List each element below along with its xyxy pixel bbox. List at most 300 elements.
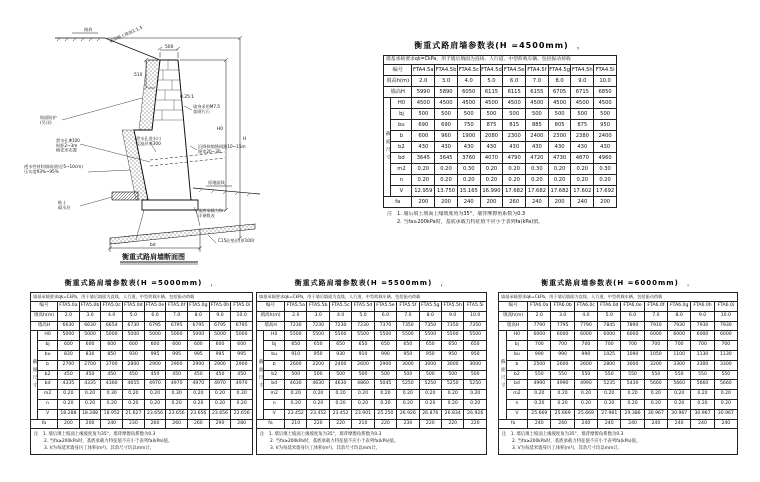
table-cell: 5500 bbox=[374, 331, 396, 341]
table-cell: 5890 bbox=[435, 87, 458, 98]
notes-block bbox=[383, 211, 617, 226]
table-cell: 830 bbox=[79, 350, 101, 360]
row-label-fa: fa bbox=[257, 419, 285, 429]
table-cell: 2.0 bbox=[528, 311, 551, 321]
row-label-bj: bj bbox=[506, 341, 528, 351]
row-label-fill-height: 填高h(m) bbox=[31, 311, 58, 321]
table-cell: 30.967 bbox=[668, 409, 691, 419]
row-label-bu: bu bbox=[506, 350, 528, 360]
table-cell: 5000 bbox=[144, 331, 166, 341]
table-cell: 600 bbox=[144, 341, 166, 351]
table-cell: 4.0 bbox=[329, 311, 351, 321]
drawing-label: C15砼垫层(厚100) bbox=[218, 238, 255, 243]
table-cell: 0.20 bbox=[464, 390, 487, 400]
table-cell: 550 bbox=[574, 370, 597, 380]
title-mark: ， bbox=[686, 279, 695, 287]
table-cell: 0.20 bbox=[123, 390, 145, 400]
table-cell: 220 bbox=[419, 419, 441, 429]
table-cell: 0.20 bbox=[285, 399, 307, 409]
table-cell: 6000 bbox=[621, 331, 644, 341]
column-code: FTA4.5e bbox=[503, 65, 526, 76]
table-cell: 950 bbox=[307, 350, 329, 360]
table-cell: 0.20 bbox=[503, 164, 526, 175]
spec-header: 墙基承载要求qk=CkPa，用于墙后填面为直线、人行道、中型荷载车辆、包括振动荷载 bbox=[31, 293, 253, 302]
table-cell: 8.0 bbox=[668, 311, 691, 321]
table-cell: 5.0 bbox=[480, 76, 503, 87]
row-label-fill-height: 填高h(m) bbox=[499, 311, 528, 321]
table-cell: 0.20 bbox=[307, 390, 329, 400]
table-cell: 23.656 bbox=[166, 409, 188, 419]
table-cell: 0.20 bbox=[551, 399, 574, 409]
table-cell: 0.20 bbox=[598, 399, 621, 409]
table-cell: 2300 bbox=[548, 131, 571, 142]
table-cell: 210 bbox=[285, 419, 307, 429]
table-cell: 26.876 bbox=[419, 409, 441, 419]
table-cell: 500 bbox=[526, 109, 549, 120]
table-cell: 3645 bbox=[435, 153, 458, 164]
table-cell: 0.20 bbox=[209, 399, 231, 409]
table-cell: 700 bbox=[691, 341, 714, 351]
table-cell: 600 bbox=[188, 341, 210, 351]
table-cell: 3300 bbox=[714, 360, 737, 370]
row-label-m2: m2 bbox=[391, 164, 412, 175]
drawing-label: 原地面线 bbox=[208, 180, 225, 185]
drawing-label: 基底承载力fa 详参数表 bbox=[198, 208, 223, 218]
table-cell: 6.0 bbox=[144, 311, 166, 321]
table-cell: 6115 bbox=[503, 87, 526, 98]
table-cell: 0.20 bbox=[435, 175, 458, 186]
table-cell: 450 bbox=[144, 370, 166, 380]
table-note: 注 1. 墙后填土坡面上缘坡度角为35°，墙背摩擦角系数为0.3 bbox=[260, 432, 382, 438]
table-cell: 5000 bbox=[58, 331, 80, 341]
table-cell: 650 bbox=[329, 341, 351, 351]
caption-underline bbox=[120, 262, 198, 264]
table-cell: 5500 bbox=[419, 331, 441, 341]
table-cell: 6000 bbox=[644, 331, 667, 341]
row-label-wall-height: 墙高H bbox=[499, 321, 528, 331]
table-cell: 8.0 bbox=[548, 76, 571, 87]
row-label-bj: bj bbox=[38, 341, 58, 351]
table-cell: 0.20 bbox=[435, 164, 458, 175]
table-cell: 0.20 bbox=[374, 390, 396, 400]
table-cell: 7230 bbox=[307, 321, 329, 331]
table-cell: 6000 bbox=[691, 331, 714, 341]
table-cell: 500 bbox=[352, 370, 374, 380]
table-cell: 8.0 bbox=[188, 311, 210, 321]
table-cell: 0.30 bbox=[526, 164, 549, 175]
table-cell: 5000 bbox=[209, 331, 231, 341]
table-cell: 2.0 bbox=[58, 311, 80, 321]
table-cell: 990 bbox=[528, 350, 551, 360]
clay-seal-layer bbox=[112, 192, 138, 200]
table-cell: 4500 bbox=[480, 98, 503, 109]
table-cell: 6850 bbox=[594, 87, 617, 98]
table-cell: 4860 bbox=[352, 380, 374, 390]
table-cell: 17.602 bbox=[571, 186, 594, 197]
table-cell: 550 bbox=[691, 370, 714, 380]
table-cell: 7790 bbox=[574, 321, 597, 331]
table-cell: 3760 bbox=[457, 153, 480, 164]
table-cell: 5500 bbox=[442, 331, 464, 341]
table-cell: 23.656 bbox=[188, 409, 210, 419]
table-cell: 0.20 bbox=[58, 390, 80, 400]
row-label-b2: b2 bbox=[264, 370, 285, 380]
row-label-fill-height: 填高h(m) bbox=[257, 311, 285, 321]
table-cell: 10.0 bbox=[464, 311, 487, 321]
table-note: 注 1. 墙后填土坡面上缘坡度角为35°，墙背摩擦角系数为0.3 bbox=[502, 432, 624, 438]
table-cell: 6000 bbox=[598, 331, 621, 341]
table-cell: 0.20 bbox=[668, 399, 691, 409]
table-note: 注 1. 墙后填土坡面上缘坡度角为35°，墙背摩擦角系数为0.3 bbox=[387, 211, 526, 217]
table-cell: 5500 bbox=[464, 331, 487, 341]
table-cell: 7230 bbox=[285, 321, 307, 331]
table-title: 衡重式路肩墙参数表(H =4500mm) ， bbox=[414, 41, 586, 50]
table-cell: 230 bbox=[123, 419, 145, 429]
drawing-label: 沉降伸缩缝间距10~15m 缝宽20~30 bbox=[198, 144, 246, 154]
parameter-table bbox=[383, 55, 617, 208]
table-cell: 9.0 bbox=[442, 311, 464, 321]
table-note: 2. 当fa≥200kPa时，基底承载力特征值不应小于表列fa(kPa)值。 bbox=[512, 439, 641, 445]
table-title: 衡重式路肩墙参数表(H =5500mm) ， bbox=[294, 279, 449, 287]
table-cell: 2400 bbox=[594, 131, 617, 142]
table-cell: 23.452 bbox=[285, 409, 307, 419]
table-cell: 17.682 bbox=[548, 186, 571, 197]
column-code: FTA6.0a bbox=[528, 302, 551, 312]
table-note: 3. V为每延米墙身圬工体积(m³)，其余尺寸均以mm计。 bbox=[512, 446, 623, 452]
table-cell: 650 bbox=[442, 341, 464, 351]
dimension-text: 0.25:1 bbox=[180, 95, 195, 100]
table-cell: 23.452 bbox=[307, 409, 329, 419]
table-cell: 240 bbox=[598, 419, 621, 429]
table-cell: 600 bbox=[231, 341, 253, 351]
table-cell: 9.0 bbox=[209, 311, 231, 321]
table-note: 3. V为每延米墙身圬工体积(m³)，其余尺寸均以mm计。 bbox=[44, 446, 155, 452]
table-cell: 18.952 bbox=[101, 409, 123, 419]
table-cell: 500 bbox=[457, 109, 480, 120]
table-cell: 25.669 bbox=[551, 409, 574, 419]
table-cell: 650 bbox=[397, 341, 419, 351]
table-cell: 6050 bbox=[457, 87, 480, 98]
row-label-n: n bbox=[38, 399, 58, 409]
table-cell: 0.20 bbox=[464, 399, 487, 409]
table-cell: 0.20 bbox=[329, 399, 351, 409]
table-cell: 1900 bbox=[457, 131, 480, 142]
table-cell: 2.0 bbox=[412, 76, 435, 87]
table-cell: 2700 bbox=[101, 360, 123, 370]
column-code: FTA4.5i bbox=[594, 65, 617, 76]
table-cell: 12.959 bbox=[412, 186, 435, 197]
table-cell: 3000 bbox=[442, 360, 464, 370]
drawing-label: 泄水孔Φ100 纵距2~3m 梅花形布置 bbox=[56, 138, 80, 153]
table-cell: 6795 bbox=[209, 321, 231, 331]
table-cell: 950 bbox=[594, 120, 617, 131]
table-cell: 0.20 bbox=[188, 390, 210, 400]
table-cell: 18.288 bbox=[58, 409, 80, 419]
table-cell: 2500 bbox=[528, 360, 551, 370]
table-cell: 7350 bbox=[442, 321, 464, 331]
spec-header: 墙基承载要求qk=CkPa，用于墙后填面为直线、人行道、中型荷载车辆、包括振动荷载 bbox=[499, 293, 738, 302]
table-cell: 0.20 bbox=[397, 399, 419, 409]
table-cell: 700 bbox=[621, 341, 644, 351]
table-cell: 9.0 bbox=[691, 311, 714, 321]
column-code: FTA5.0i bbox=[231, 302, 253, 312]
table-cell: 0.20 bbox=[644, 390, 667, 400]
row-label-bu: bu bbox=[38, 350, 58, 360]
table-cell: 3300 bbox=[691, 360, 714, 370]
table-cell: 4630 bbox=[307, 380, 329, 390]
column-code: FTA6.0f bbox=[644, 302, 667, 312]
table-cell: 500 bbox=[419, 370, 441, 380]
table-cell: 0.20 bbox=[79, 399, 101, 409]
table-cell: 15.165 bbox=[457, 186, 480, 197]
table-cell: 0.20 bbox=[714, 399, 737, 409]
table-cell: 2600 bbox=[352, 360, 374, 370]
table-cell: 4790 bbox=[503, 153, 526, 164]
table-cell: 0.20 bbox=[548, 175, 571, 186]
table-cell: 700 bbox=[714, 341, 737, 351]
parameter-table bbox=[30, 292, 253, 455]
row-label-bu: bu bbox=[264, 350, 285, 360]
table-cell: 0.20 bbox=[571, 164, 594, 175]
table-cell: 4360 bbox=[101, 380, 123, 390]
table-note: 2. 当fa≥200kPa时，基底承载力特征值不应小于表列fa(kPa)值。 bbox=[270, 439, 399, 445]
table-cell: 0.20 bbox=[419, 399, 441, 409]
table-cell: 830 bbox=[58, 350, 80, 360]
table-cell: 650 bbox=[419, 341, 441, 351]
table-cell: 290 bbox=[209, 419, 231, 429]
table-cell: 210 bbox=[352, 419, 374, 429]
table-cell: 4.0 bbox=[101, 311, 123, 321]
table-cell: 200 bbox=[58, 419, 80, 429]
table-cell: 6795 bbox=[166, 321, 188, 331]
table-cell: 7845 bbox=[598, 321, 621, 331]
table-cell: 950 bbox=[464, 350, 487, 360]
table-cell: 1100 bbox=[668, 350, 691, 360]
spec-header: 墙基承载要求qk=CkPa，用于墙后填面为直线、人行道、中型荷载车辆、包括振动荷载 bbox=[257, 293, 487, 302]
table-cell: 7890 bbox=[621, 321, 644, 331]
table-cell: 0.20 bbox=[329, 390, 351, 400]
table-cell: 500 bbox=[374, 370, 396, 380]
table-cell: 23.656 bbox=[144, 409, 166, 419]
table-cell: 7.0 bbox=[526, 76, 549, 87]
table-cell: 2600 bbox=[551, 360, 574, 370]
table-cell: 17.682 bbox=[503, 186, 526, 197]
table-cell: 4335 bbox=[58, 380, 80, 390]
column-code: FTA4.5h bbox=[571, 65, 594, 76]
table-cell: 1025 bbox=[598, 350, 621, 360]
notes-cell bbox=[31, 429, 253, 455]
column-code: FTA4.5g bbox=[548, 65, 571, 76]
table-cell: 30.967 bbox=[714, 409, 737, 419]
table-cell: 5660 bbox=[644, 380, 667, 390]
table-cell: 23.452 bbox=[329, 409, 351, 419]
table-cell: 6630 bbox=[58, 321, 80, 331]
table-cell: 5500 bbox=[397, 331, 419, 341]
table-cell: 2800 bbox=[598, 360, 621, 370]
table-cell: 3.0 bbox=[307, 311, 329, 321]
table-cell: 7930 bbox=[668, 321, 691, 331]
wall-section-svg bbox=[10, 2, 370, 278]
table-cell: 0.20 bbox=[457, 175, 480, 186]
row-label-bu: bu bbox=[391, 120, 412, 131]
table-cell: 0.20 bbox=[397, 390, 419, 400]
table-cell: 2400 bbox=[526, 131, 549, 142]
table-cell: 650 bbox=[285, 341, 307, 351]
table-note: 2. 当fa≥200kPa时，基底承载力特征值不应小于表列fa(kPa)值。 bbox=[397, 218, 544, 225]
table-cell: 450 bbox=[123, 370, 145, 380]
table-cell: 6705 bbox=[548, 87, 571, 98]
row-group-section-dims: 截面尺寸 bbox=[257, 331, 264, 419]
table-cell: 6795 bbox=[144, 321, 166, 331]
column-code: FTA4.5a bbox=[412, 65, 435, 76]
row-label-bd: bd bbox=[38, 380, 58, 390]
table-cell: 7930 bbox=[691, 321, 714, 331]
table-note: 2. 当fa≥200kPa时，基底承载力特征值不应小于表列fa(kPa)值。 bbox=[44, 439, 173, 445]
table-cell: 2600 bbox=[285, 360, 307, 370]
table-cell: 0.20 bbox=[58, 399, 80, 409]
table-cell: 25.250 bbox=[374, 409, 396, 419]
table-cell: 650 bbox=[374, 341, 396, 351]
table-cell: 3000 bbox=[464, 360, 487, 370]
table-cell: 240 bbox=[457, 197, 480, 208]
notes-cell bbox=[257, 429, 487, 455]
table-cell: 690 bbox=[435, 120, 458, 131]
column-code: FTA6.0e bbox=[621, 302, 644, 312]
table-cell: 500 bbox=[503, 109, 526, 120]
table-cell: 990 bbox=[374, 350, 396, 360]
table-cell: 5250 bbox=[397, 380, 419, 390]
table-cell: 550 bbox=[598, 370, 621, 380]
table-cell: 430 bbox=[571, 142, 594, 153]
table-cell: 950 bbox=[419, 350, 441, 360]
table-cell: 2900 bbox=[188, 360, 210, 370]
column-code: FTA5.5f bbox=[397, 302, 419, 312]
table-cell: 600 bbox=[101, 341, 123, 351]
table-cell: 700 bbox=[668, 341, 691, 351]
table-cell: 0.20 bbox=[574, 399, 597, 409]
table-cell: 200 bbox=[548, 197, 571, 208]
parameter-table bbox=[498, 292, 738, 455]
table-cell: 10.0 bbox=[231, 311, 253, 321]
table-cell: 240 bbox=[691, 419, 714, 429]
row-label-b2: b2 bbox=[38, 370, 58, 380]
column-code: FTA6.0h bbox=[691, 302, 714, 312]
table-cell: 995 bbox=[144, 350, 166, 360]
table-cell: 0.20 bbox=[352, 390, 374, 400]
table-cell: 950 bbox=[397, 350, 419, 360]
row-label-bj: bj bbox=[264, 341, 285, 351]
table-cell: 5500 bbox=[352, 331, 374, 341]
table-cell: 550 bbox=[551, 370, 574, 380]
row-label-no: 编号 bbox=[384, 65, 412, 76]
table-title: 衡重式路肩墙参数表(H =5000mm) ， bbox=[64, 279, 219, 287]
table-cell: 690 bbox=[412, 120, 435, 131]
table-cell: 7795 bbox=[551, 321, 574, 331]
table-cell: 240 bbox=[574, 419, 597, 429]
table-cell: 0.20 bbox=[526, 175, 549, 186]
table-cell: 960 bbox=[435, 131, 458, 142]
dimension-text: 500 bbox=[165, 45, 174, 50]
row-label-m2: m2 bbox=[264, 390, 285, 400]
table-cell: 7910 bbox=[644, 321, 667, 331]
table-cell: 1090 bbox=[621, 350, 644, 360]
table-cell: 4500 bbox=[594, 98, 617, 109]
table-cell: 2900 bbox=[374, 360, 396, 370]
row-label-wall-height: 墙高H bbox=[31, 321, 58, 331]
table-cell: 0.30 bbox=[594, 164, 617, 175]
column-code: FTA6.0i bbox=[714, 302, 737, 312]
table-cell: 0.20 bbox=[503, 175, 526, 186]
row-label-H0: H0 bbox=[506, 331, 528, 341]
table-cell: 5000 bbox=[79, 331, 101, 341]
table-cell: 0.20 bbox=[419, 390, 441, 400]
table-cell: 550 bbox=[644, 370, 667, 380]
table-cell: 0.20 bbox=[644, 399, 667, 409]
table-cell: 1050 bbox=[644, 350, 667, 360]
table-cell: 600 bbox=[412, 131, 435, 142]
row-label-wall-height: 墙高H bbox=[257, 321, 285, 331]
table-cell: 220 bbox=[442, 419, 464, 429]
table-cell: 0.20 bbox=[166, 399, 188, 409]
table-cell: 5000 bbox=[231, 331, 253, 341]
table-cell: 0.20 bbox=[598, 390, 621, 400]
table-cell: 4500 bbox=[412, 98, 435, 109]
original-ground-line bbox=[193, 188, 260, 196]
table-cell: 13.750 bbox=[435, 186, 458, 197]
table-cell: 700 bbox=[528, 341, 551, 351]
column-code: FTA6.0b bbox=[551, 302, 574, 312]
row-label-m2: m2 bbox=[38, 390, 58, 400]
table-cell: 260 bbox=[166, 419, 188, 429]
dimension-text: H bbox=[243, 137, 247, 142]
table-cell: 25.669 bbox=[528, 409, 551, 419]
table-cell: 0.30 bbox=[101, 390, 123, 400]
title-mark: ， bbox=[440, 279, 449, 287]
table-cell: 4500 bbox=[503, 98, 526, 109]
table-cell: 3000 bbox=[621, 360, 644, 370]
row-label-no: 编号 bbox=[257, 302, 285, 312]
param-table-h5500 bbox=[256, 278, 487, 455]
table-cell: 3300 bbox=[668, 360, 691, 370]
table-cell: 7.0 bbox=[166, 311, 188, 321]
table-cell: 0.20 bbox=[123, 399, 145, 409]
parameter-table bbox=[256, 292, 487, 455]
table-cell: 4500 bbox=[457, 98, 480, 109]
table-cell: 0.20 bbox=[714, 390, 737, 400]
table-cell: 7350 bbox=[397, 321, 419, 331]
table-cell: 240 bbox=[644, 419, 667, 429]
column-code: FTA5.0a bbox=[58, 302, 80, 312]
table-cell: 5430 bbox=[621, 380, 644, 390]
table-cell: 0.20 bbox=[101, 399, 123, 409]
table-cell: 3000 bbox=[419, 360, 441, 370]
table-cell: 0.20 bbox=[374, 399, 396, 409]
table-cell: 4990 bbox=[528, 380, 551, 390]
table-cell: 2900 bbox=[144, 360, 166, 370]
table-cell: 260 bbox=[188, 419, 210, 429]
table-cell: 6000 bbox=[551, 331, 574, 341]
table-cell: 0.20 bbox=[79, 390, 101, 400]
table-cell: 650 bbox=[352, 341, 374, 351]
table-cell: 240 bbox=[621, 419, 644, 429]
table-cell: 0.20 bbox=[574, 390, 597, 400]
column-code: FTA4.5f bbox=[526, 65, 549, 76]
table-cell: 500 bbox=[397, 370, 419, 380]
table-cell: 450 bbox=[166, 370, 188, 380]
table-cell: 0.20 bbox=[231, 399, 253, 409]
drawing-label: 粘土隔水层 bbox=[58, 200, 71, 210]
table-cell: 0.20 bbox=[691, 390, 714, 400]
